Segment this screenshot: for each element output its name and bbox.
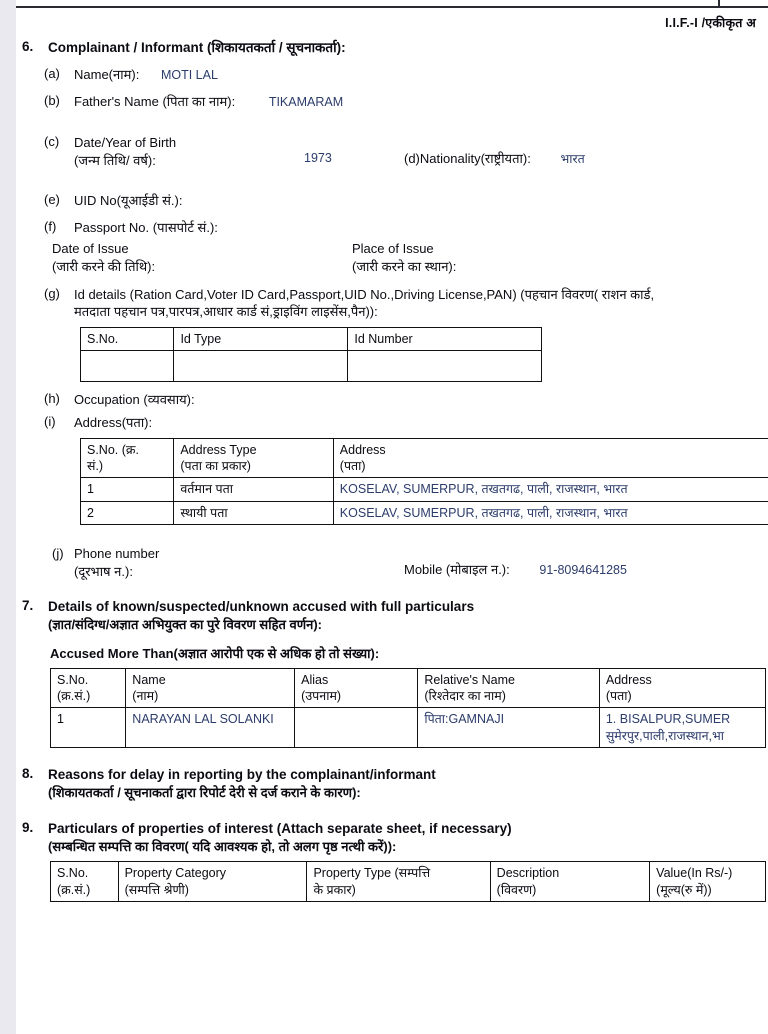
section-7-title-en: Details of known/suspected/unknown accused with full particulars xyxy=(48,599,475,615)
accused-header-sno xyxy=(51,668,126,708)
table-header-row xyxy=(51,862,766,902)
accused-header-address-hi: (पता) xyxy=(605,689,632,704)
field-mobile-block xyxy=(404,545,627,580)
accused-row1-address-line1: 1. BISALPUR,SUMER xyxy=(605,712,731,727)
field-uid-label: UID No(यूआईडी सं.): xyxy=(74,193,183,209)
field-dob-nationality-row xyxy=(22,134,760,169)
address-row1-type: वर्तमान पता xyxy=(174,478,333,501)
field-phone-left xyxy=(22,545,404,580)
section-7-heading xyxy=(22,598,760,616)
field-phone-marker: (j) xyxy=(52,545,64,561)
field-id-details-label-line1: Id details (Ration Card,Voter ID Card,Passport,UID No.,Driving License,PAN) (पहचान विवरण( राशन कार्ड, xyxy=(74,286,655,302)
field-address-label: Address(पता): xyxy=(74,415,153,431)
section-8-title-en: Reasons for delay in reporting by the complainant/informant xyxy=(48,766,436,782)
form-code-header: I.I.F.-I /एकीकृत अ xyxy=(665,16,756,30)
property-header-value-en: Value(In Rs/-) xyxy=(656,866,733,881)
address-header-type-hi: (पता का प्रकार) xyxy=(180,459,251,474)
section-7-number: 7. xyxy=(22,598,34,614)
property-header-sno xyxy=(51,862,119,902)
accused-header-sno-en: S.No. xyxy=(57,672,89,687)
address-header-type-en: Address Type xyxy=(180,442,257,457)
section-7-title-hi: (ज्ञात/संदिग्ध/अज्ञात अभियुक्त का पुरे विवरण सहित वर्णन): xyxy=(48,617,322,633)
accused-more-than-label: Accused More Than(अज्ञात आरोपी एक से अधिक हो तो संख्या): xyxy=(50,645,380,661)
passport-issue-details xyxy=(22,240,760,276)
field-father-name-label: Father's Name (पिता का नाम): xyxy=(74,94,236,110)
address-table xyxy=(80,438,768,525)
accused-header-alias-hi: (उपनाम) xyxy=(301,689,342,704)
table-row xyxy=(51,708,766,748)
field-occupation-marker: (h) xyxy=(44,390,60,406)
field-uid-marker: (e) xyxy=(44,192,60,208)
address-header-sno-en: S.No. (क्र. xyxy=(87,442,139,457)
accused-header-name xyxy=(126,668,295,708)
field-id-details-marker: (g) xyxy=(44,285,60,301)
accused-row1-relative: पिता:GAMNAJI xyxy=(418,708,600,748)
section-8-title-hi: (शिकायतकर्ता / सूचनाकर्ता द्वारा रिपोर्ट देरी से दर्ज कराने के कारण): xyxy=(48,785,361,801)
property-header-description-en: Description xyxy=(496,866,560,881)
table-row xyxy=(81,478,768,501)
field-nationality-block xyxy=(304,134,760,166)
field-address-marker: (i) xyxy=(44,414,56,430)
table-row xyxy=(81,350,542,381)
accused-row1-address xyxy=(599,708,765,748)
field-passport-label: Passport No. (पासपोर्ट सं.): xyxy=(74,219,218,235)
field-dob-marker: (c) xyxy=(44,133,60,149)
property-header-value-hi: (मूल्य(रु में)) xyxy=(656,882,712,897)
property-header-category xyxy=(118,862,307,902)
passport-place-label-hi: (जारी करने का स्थान): xyxy=(352,259,457,275)
field-dob-nationality-body xyxy=(74,134,760,169)
field-dob-block xyxy=(74,134,404,169)
section-6-heading xyxy=(22,39,760,57)
address-row2-address: KOSELAV, SUMERPUR, तखतगढ, पाली, राजस्थान, भारत xyxy=(333,501,768,524)
field-mobile-value: 91-8094641285 xyxy=(539,562,627,577)
field-father-name-value: TIKAMARAM xyxy=(268,95,344,110)
field-dob-value: 1973 xyxy=(304,150,332,165)
property-header-type-en: Property Type (सम्पत्ति xyxy=(313,866,431,881)
field-occupation-body xyxy=(74,391,760,409)
property-header-sno-en: S.No. xyxy=(57,866,89,881)
field-father-name-marker: (b) xyxy=(44,93,60,109)
address-table-header-sno xyxy=(81,438,174,478)
address-row1-address: KOSELAV, SUMERPUR, तखतगढ, पाली, राजस्थान, भारत xyxy=(333,478,768,501)
table-header-row xyxy=(51,668,766,708)
accused-header-alias xyxy=(295,668,418,708)
field-father-name-row xyxy=(22,93,760,111)
accused-header-alias-en: Alias xyxy=(301,672,329,687)
property-header-value xyxy=(650,862,766,902)
id-details-table xyxy=(80,327,542,382)
accused-row1-name: NARAYAN LAL SOLANKI xyxy=(126,708,295,748)
id-table-header-sno: S.No. xyxy=(81,327,174,350)
section-6-number: 6. xyxy=(22,39,34,54)
field-nationality-marker: (d) xyxy=(404,150,420,166)
accused-table xyxy=(50,668,766,748)
property-header-description xyxy=(490,862,650,902)
section-9-number: 9. xyxy=(22,819,34,835)
section-8-heading xyxy=(22,766,760,784)
field-name-value: MOTI LAL xyxy=(160,68,218,83)
accused-header-name-en: Name xyxy=(132,672,166,687)
section-9-title-hi: (सम्बन्धित सम्पत्ति का विवरण( यदि आवश्यक हो, तो अलग पृष्ठ नत्थी करें)): xyxy=(48,838,397,854)
accused-header-address xyxy=(599,668,765,708)
accused-header-relative-en: Relative's Name xyxy=(424,672,515,687)
id-table-cell-number xyxy=(348,350,542,381)
accused-header-sno-hi: (क्र.सं.) xyxy=(57,689,91,704)
table-header-row xyxy=(81,327,542,350)
field-dob-label-hi: (जन्म तिथि/ वर्ष): xyxy=(74,152,156,168)
field-id-details-body xyxy=(74,286,760,321)
id-table-cell-sno xyxy=(81,350,174,381)
address-row2-sno: 2 xyxy=(81,501,174,524)
address-table-header-type xyxy=(174,438,333,478)
accused-row1-address-line2: सुमेरपुर,पाली,राजस्थान,भा xyxy=(605,728,725,743)
section-6-title: Complainant / Informant (शिकायतकर्ता / सूचनाकर्ता): xyxy=(48,40,346,55)
field-name-body xyxy=(74,66,760,84)
property-header-type-hi: के प्रकार) xyxy=(313,882,356,897)
passport-place-label-en: Place of Issue xyxy=(352,241,434,257)
field-occupation-label: Occupation (व्यवसाय): xyxy=(74,391,195,407)
accused-header-address-en: Address xyxy=(605,672,652,687)
section-9-heading xyxy=(22,820,760,838)
field-passport-marker: (f) xyxy=(44,218,57,234)
field-id-details-label-line2: मतदाता पहचान पत्र,पारपत्र,आधार कार्ड सं,ड्राइविंग लाइसेंस,पैन)): xyxy=(74,304,378,320)
field-father-name-body xyxy=(74,93,760,111)
field-address-row xyxy=(22,414,760,432)
id-table-header-type: Id Type xyxy=(174,327,348,350)
field-dob-label-en: Date/Year of Birth xyxy=(74,134,177,150)
address-row2-type: स्थायी पता xyxy=(174,501,333,524)
field-passport-body xyxy=(74,219,760,237)
property-header-type xyxy=(307,862,490,902)
table-row xyxy=(81,501,768,524)
field-uid-row xyxy=(22,192,760,210)
passport-date-label-hi: (जारी करने की तिथि): xyxy=(52,259,156,275)
table-header-row xyxy=(81,438,768,478)
accused-header-relative-hi: (रिश्तेदार का नाम) xyxy=(424,689,506,704)
accused-row1-sno: 1 xyxy=(51,708,126,748)
property-header-category-en: Property Category xyxy=(124,866,227,881)
id-table-cell-type xyxy=(174,350,348,381)
accused-row1-alias xyxy=(295,708,418,748)
address-header-address-hi: (पता) xyxy=(339,459,366,474)
address-row1-sno: 1 xyxy=(81,478,174,501)
field-address-body xyxy=(74,414,760,432)
field-name-row xyxy=(22,66,760,84)
field-nationality-label: Nationality(राष्ट्रीयता): xyxy=(419,150,531,166)
field-passport-row xyxy=(22,219,760,237)
field-occupation-row xyxy=(22,391,760,409)
field-phone-row xyxy=(22,545,760,580)
field-mobile-label: Mobile (मोबाइल न.): xyxy=(404,561,510,577)
passport-date-label-en: Date of Issue xyxy=(52,241,129,257)
passport-date-of-issue-block xyxy=(52,240,352,276)
address-header-address-en: Address xyxy=(339,442,386,457)
section-8-number: 8. xyxy=(22,765,34,781)
property-header-description-hi: (विवरण) xyxy=(496,882,537,897)
field-uid-body xyxy=(74,192,760,210)
field-phone-label-en: Phone number xyxy=(74,545,160,561)
field-nationality-value: भारत xyxy=(560,151,585,166)
section-9-title-en: Particulars of properties of interest (Attach separate sheet, if necessary) xyxy=(48,820,512,836)
accused-header-name-hi: (नाम) xyxy=(132,689,159,704)
field-name-marker: (a) xyxy=(44,66,60,82)
id-table-header-number: Id Number xyxy=(348,327,542,350)
accused-header-relative xyxy=(418,668,600,708)
property-header-category-hi: (सम्पत्ति श्रेणी) xyxy=(124,882,189,897)
property-header-sno-hi: (क्र.सं.) xyxy=(57,882,91,897)
field-id-details-row xyxy=(22,286,760,321)
field-phone-label-hi: (दूरभाष न.): xyxy=(74,563,133,579)
address-header-sno-hi: सं.) xyxy=(87,459,104,474)
field-name-label: Name(नाम): xyxy=(74,67,140,83)
property-table xyxy=(50,861,766,902)
address-table-header-address xyxy=(333,438,768,478)
passport-place-of-issue-block xyxy=(352,240,456,276)
